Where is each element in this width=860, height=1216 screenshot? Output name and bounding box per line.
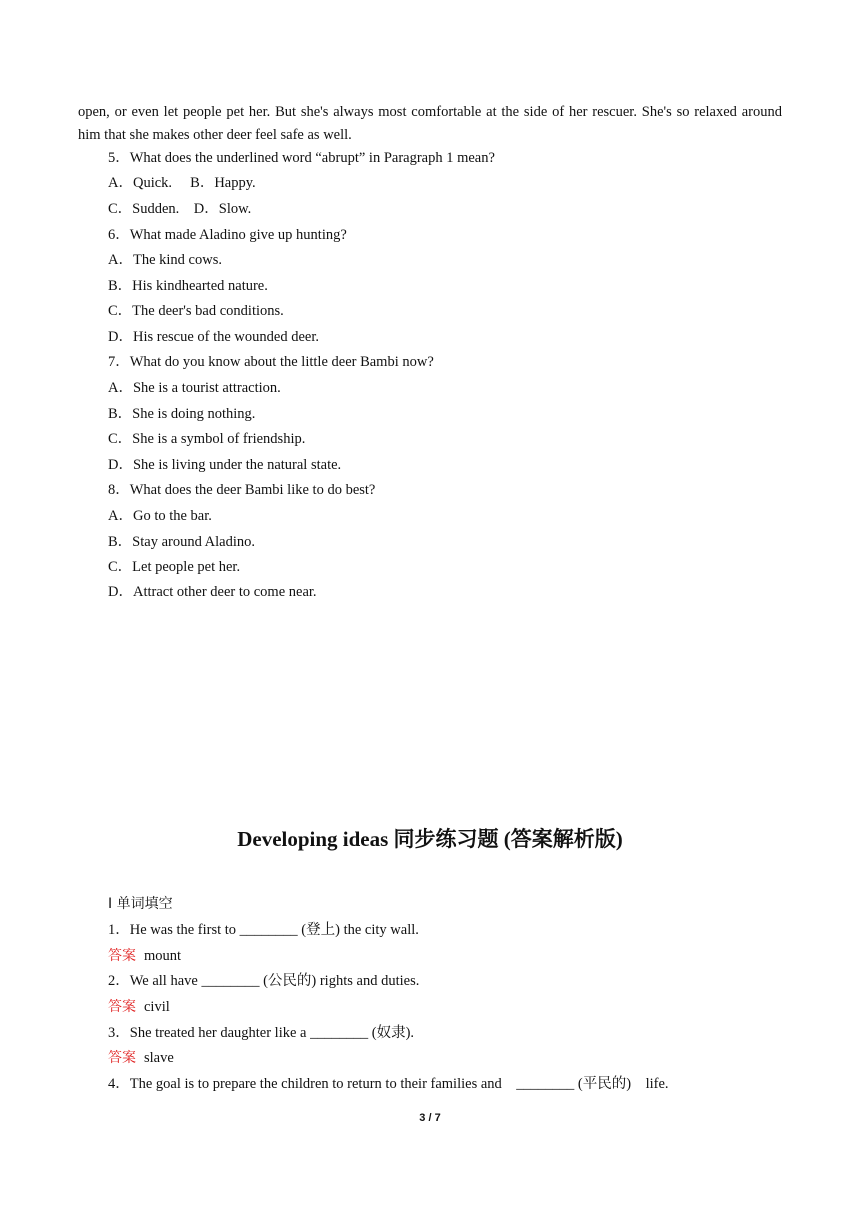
answer-text: slave xyxy=(144,1050,174,1066)
question-8-option-c: C．Let people pet her. xyxy=(108,559,241,575)
answer-tag: 答案 xyxy=(108,999,136,1015)
question-6-option-b: B．His kindhearted nature. xyxy=(108,278,268,294)
fill-item-3: 3．She treated her daughter like a ________ (奴隶). xyxy=(108,1025,415,1041)
question-6-option-d: D．His rescue of the wounded deer. xyxy=(108,329,319,345)
question-7-stem: 7．What do you know about the little deer Bambi now? xyxy=(108,354,434,370)
fill-answer-3 xyxy=(108,1048,174,1068)
question-6-stem: 6．What made Aladino give up hunting? xyxy=(108,227,347,243)
fill-answer-1 xyxy=(108,946,181,966)
fill-item-1: 1．He was the first to ________ (登上) the city wall. xyxy=(108,922,419,938)
question-5-stem: 5．What does the underlined word “abrupt” in Paragraph 1 mean? xyxy=(108,150,495,166)
question-5-options-cd: C．Sudden. D．Slow. xyxy=(108,201,252,217)
question-6-option-c: C．The deer's bad conditions. xyxy=(108,303,284,319)
page-number: 3 / 7 xyxy=(419,1112,441,1124)
question-8-option-b: B．Stay around Aladino. xyxy=(108,534,256,550)
question-7-option-b: B．She is doing nothing. xyxy=(108,406,256,422)
question-8-option-d: D．Attract other deer to come near. xyxy=(108,584,317,600)
question-8-option-a: A．Go to the bar. xyxy=(108,508,212,524)
fill-item-2: 2．We all have ________ (公民的) rights and duties. xyxy=(108,973,420,989)
fill-item-4: 4．The goal is to prepare the children to return to their families and ________ (平民的) life. xyxy=(108,1076,669,1092)
question-6-option-a: A．The kind cows. xyxy=(108,252,222,268)
section-title: Ⅰ 单词填空 xyxy=(108,896,173,912)
answer-text: civil xyxy=(144,999,170,1015)
passage-paragraph: open, or even let people pet her. But she's always most comfortable at the side of her rescuer. She's so relaxed around him that she makes other deer feel safe as well. xyxy=(78,104,782,143)
fill-answer-2 xyxy=(108,997,170,1017)
answer-text: mount xyxy=(144,948,182,964)
question-8-stem: 8．What does the deer Bambi like to do best? xyxy=(108,482,376,498)
question-5-options-ab: A．Quick. B．Happy. xyxy=(108,175,256,191)
question-7-option-c: C．She is a symbol of friendship. xyxy=(108,431,306,447)
answer-tag: 答案 xyxy=(108,948,136,964)
section-heading: Developing ideas 同步练习题 (答案解析版) xyxy=(237,827,623,851)
question-7-option-a: A．She is a tourist attraction. xyxy=(108,380,281,396)
answer-tag: 答案 xyxy=(108,1050,136,1066)
question-7-option-d: D．She is living under the natural state. xyxy=(108,457,342,473)
